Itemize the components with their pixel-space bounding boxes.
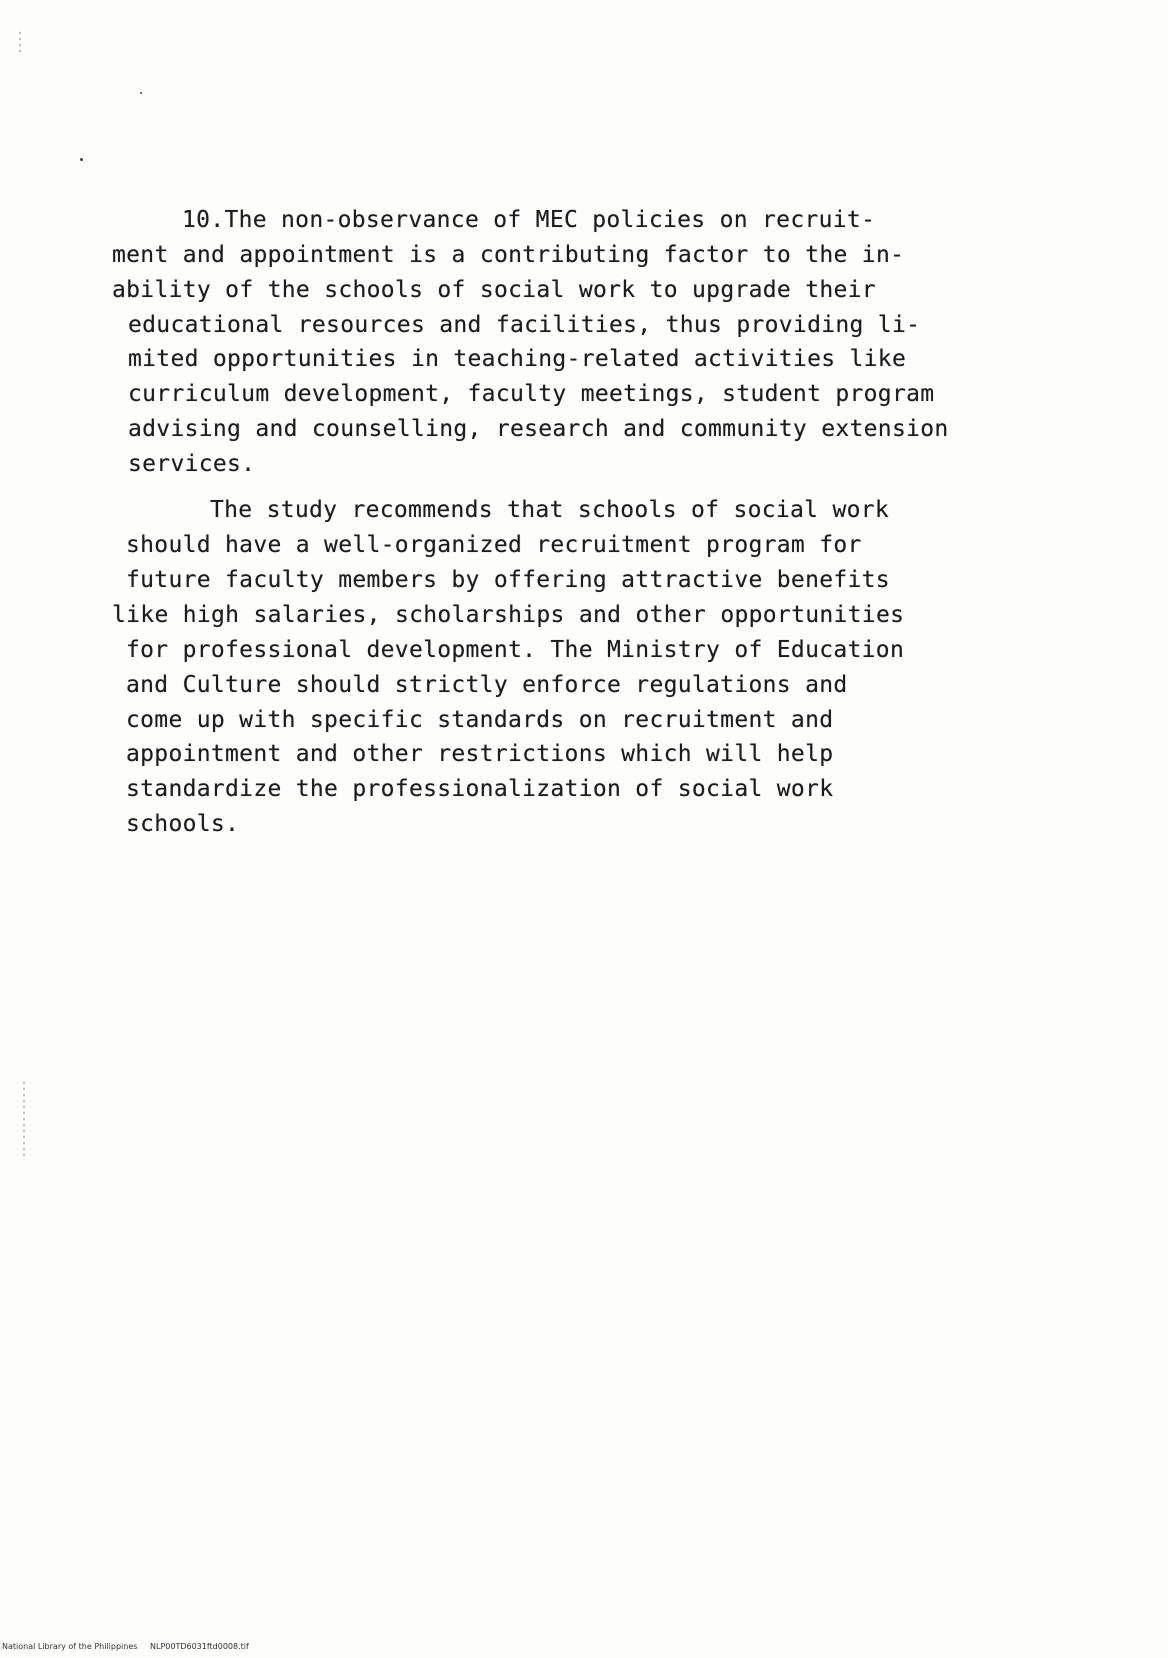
scan-speck	[140, 92, 142, 94]
text-line: 10.The non-observance of MEC policies on recruit-	[182, 207, 876, 233]
scan-speck	[80, 158, 83, 161]
text-line: schools.	[126, 811, 240, 837]
text-line: like high salaries, scholarships and other opportunities	[112, 602, 905, 628]
scan-noise	[18, 30, 22, 54]
footer-library: National Library of the Philippines	[2, 1642, 138, 1651]
text-line: ability of the schools of social work to upgrade their	[112, 277, 876, 303]
text-line: for professional development. The Ministry of Education	[126, 637, 905, 663]
text-line: future faculty members by offering attractive benefits	[126, 567, 890, 593]
text-line: appointment and other restrictions which will help	[126, 741, 834, 767]
text-line: The study recommends that schools of social work	[210, 497, 890, 523]
text-line: come up with specific standards on recruitment and	[126, 707, 834, 733]
text-line: curriculum development, faculty meetings, student program	[128, 381, 935, 407]
footer-file: NLP00TD6031ftd0008.tif	[150, 1642, 249, 1651]
text-line: ment and appointment is a contributing factor to the in-	[112, 242, 905, 268]
scan-noise	[22, 1080, 26, 1160]
text-line: standardize the professionalization of social work	[126, 776, 834, 802]
text-line: should have a well-organized recruitment program for	[126, 532, 862, 558]
text-line: mited opportunities in teaching-related activities like	[128, 346, 907, 372]
text-line: services.	[128, 451, 256, 477]
text-line: and Culture should strictly enforce regulations and	[126, 672, 848, 698]
text-line: educational resources and facilities, thus providing li-	[128, 312, 921, 338]
text-line: advising and counselling, research and community extension	[128, 416, 949, 442]
